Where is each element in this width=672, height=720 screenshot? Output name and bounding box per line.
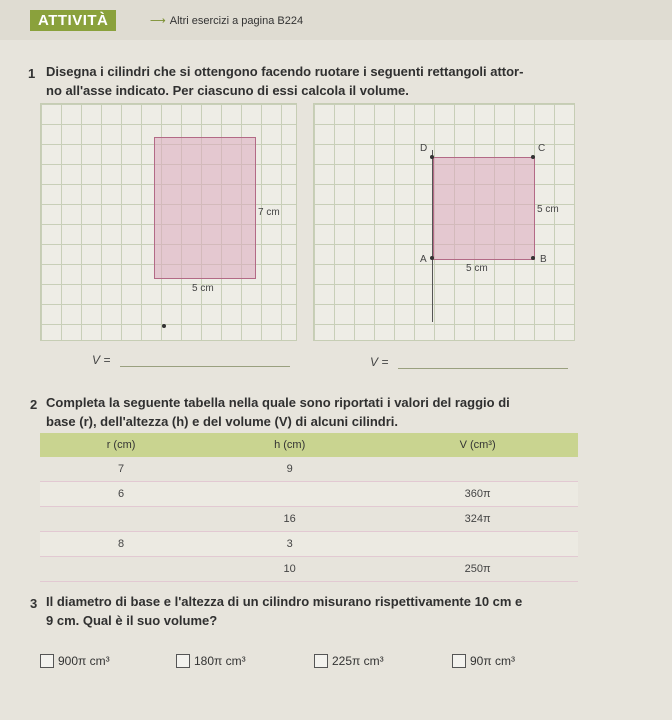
table-row	[40, 457, 578, 482]
option-b-label: 180π cm³	[194, 654, 246, 668]
header-bar	[0, 0, 672, 40]
checkbox-c[interactable]	[314, 654, 328, 668]
rectangle-right	[433, 157, 535, 260]
table-cell[interactable]: 8	[40, 532, 202, 557]
table-cell[interactable]	[40, 557, 202, 582]
checkbox-a[interactable]	[40, 654, 54, 668]
volume-label-left: V =	[92, 353, 111, 367]
exercise-2-line-2: base (r), dell'altezza (h) e del volume (V) di alcuni cilindri.	[46, 414, 398, 429]
exercise-3-line-2: 9 cm. Qual è il suo volume?	[46, 613, 218, 628]
vertex-d-label: D	[420, 143, 428, 154]
table-cell[interactable]: 3	[202, 532, 377, 557]
header-radius: r (cm)	[40, 433, 202, 457]
checkbox-d[interactable]	[452, 654, 466, 668]
table-cell[interactable]	[377, 457, 578, 482]
exercise-1-line-2: no all'asse indicato. Per ciascuno di essi calcola il volume.	[46, 83, 409, 98]
left-height-label: 7 cm	[258, 207, 280, 218]
exercise-3-line-1: Il diametro di base e l'altezza di un cilindro misurano rispettivamente 10 cm e	[46, 594, 523, 609]
header-volume: V (cm³)	[377, 433, 578, 457]
checkbox-b[interactable]	[176, 654, 190, 668]
table-row	[40, 557, 578, 582]
reference-text: Altri esercizi a pagina B224	[169, 15, 304, 27]
exercise-2-number: 2	[30, 397, 38, 412]
vertex-c-dot	[531, 155, 535, 159]
right-height-label: 5 cm	[537, 204, 559, 215]
vertex-a-dot	[430, 256, 434, 260]
option-a-label: 900π cm³	[58, 654, 110, 668]
option-a[interactable]	[40, 654, 110, 668]
option-c-label: 225π cm³	[332, 654, 384, 668]
vertex-b-dot	[531, 256, 535, 260]
exercise-1-line-1: Disegna i cilindri che si ottengono facendo ruotare i seguenti rettangoli attor-	[46, 64, 524, 79]
table-cell[interactable]: 250π	[377, 557, 578, 582]
table-cell[interactable]: 10	[202, 557, 377, 582]
table-cell[interactable]: 6	[40, 482, 202, 507]
exercise-1-text	[46, 62, 523, 100]
exercise-3-text	[46, 592, 522, 630]
table-row	[40, 482, 578, 507]
option-b[interactable]	[176, 654, 246, 668]
activity-tag: ATTIVITÀ	[30, 10, 116, 31]
rectangle-left	[154, 137, 256, 279]
table-cell[interactable]	[202, 482, 377, 507]
table-cell[interactable]: 7	[40, 457, 202, 482]
table-cell[interactable]: 360π	[377, 482, 578, 507]
volume-answer-line-right[interactable]	[398, 368, 568, 369]
vertex-a-label: A	[420, 254, 427, 265]
table-row	[40, 532, 578, 557]
table-cell[interactable]	[377, 532, 578, 557]
option-d-label: 90π cm³	[470, 654, 515, 668]
cylinder-table	[40, 433, 578, 582]
table-header-row	[40, 433, 578, 457]
reference-note	[150, 14, 303, 27]
option-d[interactable]	[452, 654, 515, 668]
exercise-2-line-1: Completa la seguente tabella nella quale sono riportati i valori del raggio di	[46, 395, 510, 410]
exercise-1-number: 1	[28, 66, 36, 81]
vertex-d-dot	[430, 155, 434, 159]
exercise-3-number: 3	[30, 596, 38, 611]
arrow-icon: ⟶	[150, 15, 166, 27]
option-c[interactable]	[314, 654, 384, 668]
table-cell[interactable]: 324π	[377, 507, 578, 532]
vertex-c-label: C	[538, 143, 546, 154]
exercise-2-text	[46, 393, 510, 431]
axis-point-left	[162, 324, 166, 328]
table-cell[interactable]: 16	[202, 507, 377, 532]
volume-label-right: V =	[370, 355, 389, 369]
table-row	[40, 507, 578, 532]
table-cell[interactable]: 9	[202, 457, 377, 482]
left-width-label: 5 cm	[192, 283, 214, 294]
table-cell[interactable]	[40, 507, 202, 532]
right-width-label: 5 cm	[466, 263, 488, 274]
volume-answer-line-left[interactable]	[120, 366, 290, 367]
header-height: h (cm)	[202, 433, 377, 457]
vertex-b-label: B	[540, 254, 547, 265]
